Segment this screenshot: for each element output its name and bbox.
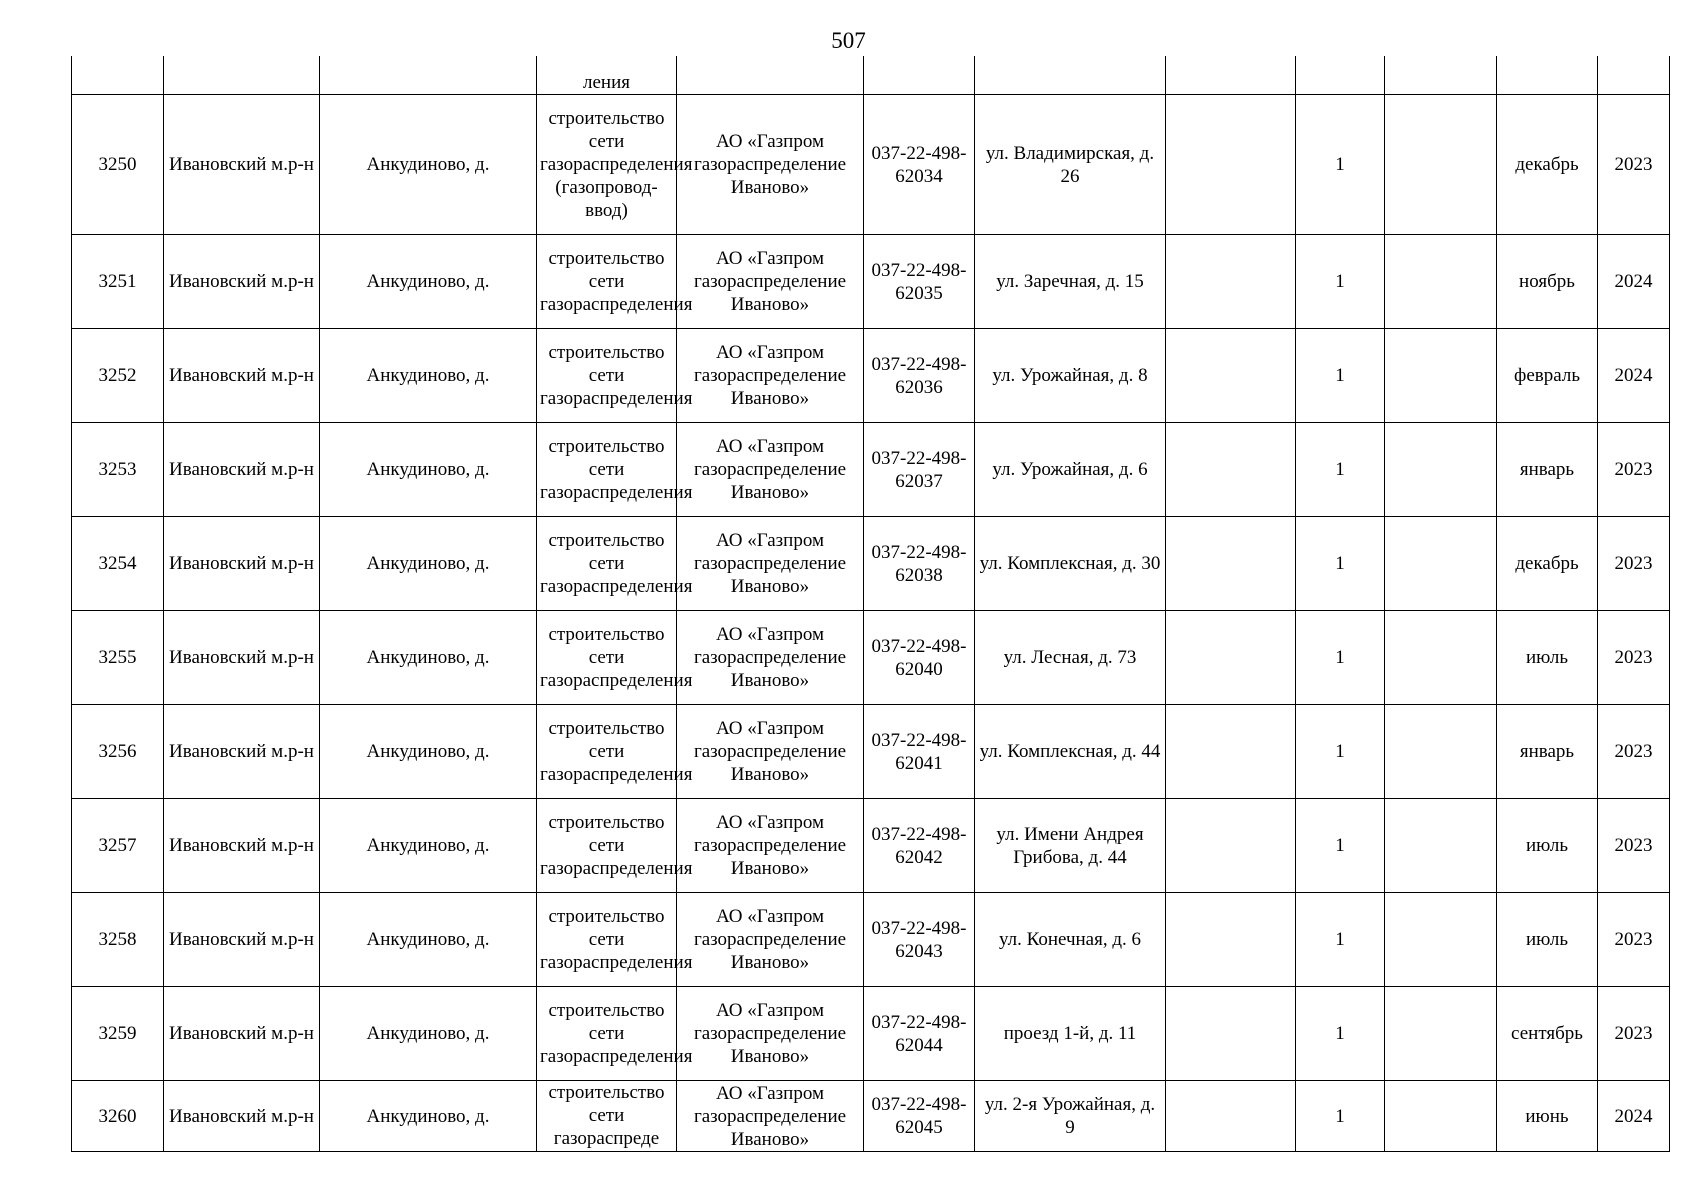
cell-locality: Анкудиново, д.	[320, 705, 537, 799]
cell-num: 3260	[72, 1081, 164, 1152]
table-row	[72, 1081, 1670, 1152]
table-row	[72, 987, 1670, 1081]
cell-code: 037-22-498-62040	[864, 611, 975, 705]
cell-locality: Анкудиново, д.	[320, 95, 537, 235]
table-row	[72, 95, 1670, 235]
cell-month	[1497, 56, 1598, 95]
cell-operator: АО «Газпром газораспределение Иваново»	[677, 1081, 864, 1152]
cell-month: июль	[1497, 799, 1598, 893]
cell-operator: АО «Газпром газораспределение Иваново»	[677, 799, 864, 893]
cell-operator: АО «Газпром газораспределение Иваново»	[677, 329, 864, 423]
cell-num: 3259	[72, 987, 164, 1081]
table-row	[72, 423, 1670, 517]
cell-work: строительство сети газораспределения	[537, 799, 677, 893]
cell-empty-2	[1385, 56, 1497, 95]
cell-code: 037-22-498-62041	[864, 705, 975, 799]
register-table	[71, 56, 1670, 1152]
cell-operator: АО «Газпром газораспределение Иваново»	[677, 611, 864, 705]
cell-district: Ивановский м.р-н	[164, 987, 320, 1081]
cell-operator: АО «Газпром газораспределение Иваново»	[677, 705, 864, 799]
cell-operator: АО «Газпром газораспределение Иваново»	[677, 423, 864, 517]
cell-month: январь	[1497, 423, 1598, 517]
cell-month: июль	[1497, 611, 1598, 705]
cell-work: строительство сети газораспределения (газопровод-ввод)	[537, 95, 677, 235]
cell-empty-2	[1385, 705, 1497, 799]
cell-work: строительство сети газораспределения	[537, 987, 677, 1081]
cell-num: 3252	[72, 329, 164, 423]
cell-operator: АО «Газпром газораспределение Иваново»	[677, 517, 864, 611]
cell-empty-2	[1385, 95, 1497, 235]
cell-code: 037-22-498-62035	[864, 235, 975, 329]
cell-operator: АО «Газпром газораспределение Иваново»	[677, 987, 864, 1081]
cell-address: ул. Комплексная, д. 30	[975, 517, 1166, 611]
cell-work: строительство сети газораспределения	[537, 611, 677, 705]
cell-address: проезд 1-й, д. 11	[975, 987, 1166, 1081]
cell-num: 3250	[72, 95, 164, 235]
cell-work: строительство сети газораспределения	[537, 893, 677, 987]
cell-num: 3257	[72, 799, 164, 893]
table-row	[72, 517, 1670, 611]
cell-year: 2023	[1598, 893, 1670, 987]
cell-locality: Анкудиново, д.	[320, 893, 537, 987]
cell-address: ул. Имени Андрея Грибова, д. 44	[975, 799, 1166, 893]
cell-month: ноябрь	[1497, 235, 1598, 329]
cell-num: 3255	[72, 611, 164, 705]
cell-year: 2024	[1598, 329, 1670, 423]
cell-locality: Анкудиново, д.	[320, 329, 537, 423]
cell-address	[975, 56, 1166, 95]
cell-address: ул. Урожайная, д. 8	[975, 329, 1166, 423]
cell-operator: АО «Газпром газораспределение Иваново»	[677, 235, 864, 329]
cell-year: 2023	[1598, 705, 1670, 799]
cell-locality: Анкудиново, д.	[320, 1081, 537, 1152]
cell-work: строительство сети газораспределения	[537, 329, 677, 423]
cell-month: январь	[1497, 705, 1598, 799]
cell-district: Ивановский м.р-н	[164, 235, 320, 329]
cell-district: Ивановский м.р-н	[164, 705, 320, 799]
cell-empty-2	[1385, 423, 1497, 517]
cell-month: июнь	[1497, 1081, 1598, 1152]
cell-empty-2	[1385, 235, 1497, 329]
table-row	[72, 705, 1670, 799]
cell-work: ления	[537, 56, 677, 95]
table-row	[72, 893, 1670, 987]
cell-empty-2	[1385, 611, 1497, 705]
cell-code: 037-22-498-62042	[864, 799, 975, 893]
cell-count: 1	[1296, 329, 1385, 423]
cell-year: 2023	[1598, 987, 1670, 1081]
cell-district: Ивановский м.р-н	[164, 423, 320, 517]
cell-empty-1	[1166, 705, 1296, 799]
cell-operator: АО «Газпром газораспределение Иваново»	[677, 95, 864, 235]
cell-empty-1	[1166, 329, 1296, 423]
cell-month: июль	[1497, 893, 1598, 987]
cell-code	[864, 56, 975, 95]
cell-count: 1	[1296, 517, 1385, 611]
cell-district: Ивановский м.р-н	[164, 611, 320, 705]
cell-count: 1	[1296, 423, 1385, 517]
cell-empty-2	[1385, 1081, 1497, 1152]
cell-count: 1	[1296, 987, 1385, 1081]
cell-num	[72, 56, 164, 95]
cell-year: 2024	[1598, 1081, 1670, 1152]
cell-locality: Анкудиново, д.	[320, 987, 537, 1081]
cell-count: 1	[1296, 611, 1385, 705]
cell-address: ул. Урожайная, д. 6	[975, 423, 1166, 517]
cell-code: 037-22-498-62036	[864, 329, 975, 423]
cell-count: 1	[1296, 705, 1385, 799]
cell-locality: Анкудиново, д.	[320, 799, 537, 893]
cell-count: 1	[1296, 95, 1385, 235]
cell-count: 1	[1296, 799, 1385, 893]
cell-num: 3251	[72, 235, 164, 329]
cell-operator	[677, 56, 864, 95]
cell-empty-1	[1166, 893, 1296, 987]
cell-empty-2	[1385, 893, 1497, 987]
cell-empty-1	[1166, 799, 1296, 893]
cell-count: 1	[1296, 235, 1385, 329]
cell-empty-2	[1385, 987, 1497, 1081]
cell-empty-1	[1166, 423, 1296, 517]
cell-district: Ивановский м.р-н	[164, 1081, 320, 1152]
cell-empty-1	[1166, 235, 1296, 329]
cell-year: 2023	[1598, 423, 1670, 517]
cell-empty-2	[1385, 517, 1497, 611]
table-row	[72, 611, 1670, 705]
cell-num: 3254	[72, 517, 164, 611]
cell-address: ул. Лесная, д. 73	[975, 611, 1166, 705]
cell-address: ул. Владимирская, д. 26	[975, 95, 1166, 235]
cell-operator: АО «Газпром газораспределение Иваново»	[677, 893, 864, 987]
cell-code: 037-22-498-62045	[864, 1081, 975, 1152]
cell-code: 037-22-498-62044	[864, 987, 975, 1081]
cell-count	[1296, 56, 1385, 95]
cell-num: 3253	[72, 423, 164, 517]
cell-district: Ивановский м.р-н	[164, 95, 320, 235]
cell-count: 1	[1296, 893, 1385, 987]
cell-locality: Анкудиново, д.	[320, 423, 537, 517]
cell-work: строительство сети газораспределения	[537, 517, 677, 611]
cell-address: ул. Комплексная, д. 44	[975, 705, 1166, 799]
cell-work: строительство сети газораспределения	[537, 235, 677, 329]
cell-locality: Анкудиново, д.	[320, 235, 537, 329]
cell-district: Ивановский м.р-н	[164, 517, 320, 611]
cell-district: Ивановский м.р-н	[164, 799, 320, 893]
table-row	[72, 235, 1670, 329]
cell-district	[164, 56, 320, 95]
cell-work: строительство сети газораспреде	[537, 1081, 677, 1152]
cell-num: 3258	[72, 893, 164, 987]
cell-month: декабрь	[1497, 95, 1598, 235]
cell-empty-1	[1166, 1081, 1296, 1152]
cell-work: строительство сети газораспределения	[537, 423, 677, 517]
cell-code: 037-22-498-62043	[864, 893, 975, 987]
cell-address: ул. Конечная, д. 6	[975, 893, 1166, 987]
cell-empty-1	[1166, 517, 1296, 611]
cell-year: 2024	[1598, 235, 1670, 329]
cell-year: 2023	[1598, 611, 1670, 705]
cell-empty-1	[1166, 56, 1296, 95]
cell-num: 3256	[72, 705, 164, 799]
cell-locality: Анкудиново, д.	[320, 611, 537, 705]
cell-locality	[320, 56, 537, 95]
cell-year: 2023	[1598, 517, 1670, 611]
cell-empty-1	[1166, 611, 1296, 705]
cell-code: 037-22-498-62034	[864, 95, 975, 235]
cell-empty-2	[1385, 799, 1497, 893]
cell-empty-1	[1166, 95, 1296, 235]
page-number: 507	[831, 28, 866, 53]
cell-year: 2023	[1598, 799, 1670, 893]
cell-code: 037-22-498-62037	[864, 423, 975, 517]
table-row	[72, 329, 1670, 423]
cell-address: ул. Заречная, д. 15	[975, 235, 1166, 329]
cell-month: декабрь	[1497, 517, 1598, 611]
cell-year: 2023	[1598, 95, 1670, 235]
cell-district: Ивановский м.р-н	[164, 329, 320, 423]
cell-month: сентябрь	[1497, 987, 1598, 1081]
cell-empty-1	[1166, 987, 1296, 1081]
cell-count: 1	[1296, 1081, 1385, 1152]
cell-year	[1598, 56, 1670, 95]
table-row	[72, 799, 1670, 893]
continuation-row	[72, 56, 1670, 95]
cell-district: Ивановский м.р-н	[164, 893, 320, 987]
register-body	[72, 56, 1670, 1152]
cell-month: февраль	[1497, 329, 1598, 423]
cell-address: ул. 2-я Урожайная, д. 9	[975, 1081, 1166, 1152]
cell-empty-2	[1385, 329, 1497, 423]
cell-work: строительство сети газораспределения	[537, 705, 677, 799]
cell-locality: Анкудиново, д.	[320, 517, 537, 611]
cell-code: 037-22-498-62038	[864, 517, 975, 611]
